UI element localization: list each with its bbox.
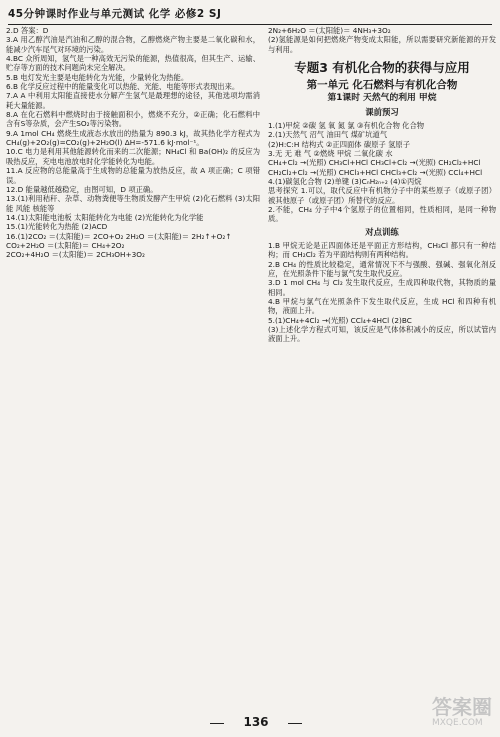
- answer-line: 2.(1)天然气 沼气 油田气 煤矿坑道气: [268, 130, 388, 140]
- answer-line: 3.D 1 mol CH₄ 与 Cl₂ 发生取代反应，生成四种取代物，其物质的量相同。: [268, 278, 496, 297]
- equation-line: CH₄+Cl₂ →(光照) CH₃Cl+HCl CH₃Cl+Cl₂ →(光照) CH₂Cl₂+HCl: [268, 158, 481, 168]
- answer-line: 2.B CH₄ 的性质比较稳定，通常情况下不与强酸、强碱、强氧化剂反应，在光照条件下能与氯气发生取代反应。: [268, 259, 496, 278]
- section-heading-preview: 课前预习: [365, 107, 399, 118]
- answer-line: 8.A 在化石燃料中燃烧时由于接触面积小，燃烧不充分，②正确；化石燃料中含有S等杂质，会产生SO₂等污染物。: [6, 110, 260, 129]
- answer-line: (3)上述化学方程式可知，该反应是气体体积减小的反应，所以试管内液面上升。: [268, 324, 496, 344]
- equation-line: 5.(1)CH₄+4Cl₂ →(光照) CCl₄+4HCl (2)BC: [268, 315, 412, 325]
- answer-line: CO₂+2H₂O ＝(太阳能)＝ CH₄+2O₂: [6, 240, 125, 250]
- answer-line: 16.(1)2CO₂ ＝(太阳能)＝ 2CO+O₂ 2H₂O ＝(太阳能)＝ 2H₂↑+O₂↑: [6, 231, 232, 241]
- right-column: [268, 26, 496, 709]
- answer-line: 1.B 甲烷无论是正四面体还是平面正方形结构，CH₃Cl 都只有一种结构；而 CH₂Cl₂ 若为平面结构则有两种结构。: [268, 240, 496, 260]
- equation-line: 2N₂+6H₂O ＝(太阳能)＝ 4NH₃+3O₂: [268, 26, 391, 35]
- answer-line: 15.(1)光能转化为热能 (2)ACD: [6, 222, 108, 232]
- answer-line: (2)H:C:H 结构式 ②正四面体 碳原子 氢原子: [268, 139, 410, 149]
- answer-line: 2CO₂+4H₂O ＝(太阳能)＝ 2CH₃OH+3O₂: [6, 250, 145, 260]
- left-column: [6, 26, 260, 709]
- page-number: 136: [226, 715, 286, 729]
- answer-line: 3.A 用乙醇汽油是汽油和乙醇的混合物，乙醇燃烧产物主要是二氧化碳和水，能减少汽车尾气对环境的污染。: [6, 35, 260, 54]
- lesson-title: 第1课时 天然气的利用 甲烷: [327, 93, 437, 104]
- unit-title: 第一单元 化石燃料与有机化合物: [306, 79, 458, 92]
- answer-line: 4.B 甲烷与氯气在光照条件下发生取代反应，生成 HCl 和四种有机物，液面上升。: [268, 296, 496, 316]
- answer-line: 2.D 答案：D: [6, 26, 49, 35]
- answer-line: 10.C 电力是利用其他能源转化而来的二次能源；NH₄Cl 和 Ba(OH)₂ 的反应为吸热反应，充电电池放电时化学能转化为电能。: [6, 147, 260, 166]
- answer-line: 4.(1)碳氢化合物 (2)单键 (3)CₙH₂ₙ₊₂ (4)①丙烷: [268, 177, 422, 187]
- answer-line: 2.不能，CH₄ 分子中4个氢原子的位置相同，性质相同，是同一种物质。: [268, 205, 496, 224]
- answer-line: 思考探究 1.可以，取代反应中有机物分子中的某些原子（或原子团）被其他原子（或原子团）所替代的反应。: [268, 186, 496, 205]
- answer-line: 12.D 能量越低越稳定，由图可知，D 项正确。: [6, 184, 158, 194]
- answer-line: (2)氢能源是如何把燃烧产物变成太阳能，所以需要研究新能源的开发与利用。: [268, 35, 496, 54]
- answer-line: 4.BC 众所周知，氢气是一种高效无污染的能源，热值很高，但其生产、运输、贮存等方面的技术问题尚未完全解决。: [6, 54, 260, 73]
- answer-line: 9.A 1mol CH₄ 燃烧生成液态水放出的热量为 890.3 kJ，故其热化学方程式为 CH₄(g)+2O₂(g)=CO₂(g)+2H₂O(l) ΔH=-571.6 kJ·mol⁻¹。: [6, 128, 260, 148]
- answer-line: 1.(1)甲烷 ②碳 氢 氧 氮 氯 ③有机化合物 化合物: [268, 121, 425, 131]
- chapter-title: 专题3 有机化合物的获得与应用: [294, 60, 470, 76]
- header-title: 45分钟课时作业与单元测试 化学 必修2 SJ: [8, 8, 222, 20]
- answer-line: 6.B 化学反应过程中的能量变化可以热能、光能、电能等形式表现出来。: [6, 82, 240, 92]
- answer-line: 11.A 反应物的总能量高于生成物的总能量为放热反应，故 A 项正确；C 项错误。: [6, 166, 260, 185]
- answer-line: 7.A A 中利用太阳能直接使水分解产生氢气是最理想的途径，其他选项均需消耗大量能源。: [6, 91, 260, 110]
- answer-line: 14.(1)太阳能电池板 太阳能转化为电能 (2)光能转化为化学能: [6, 212, 204, 222]
- answer-line: 3.无 无 难 气 ②燃烧 甲烷 二氧化碳 水: [268, 149, 393, 159]
- section-heading-practice: 对点训练: [365, 226, 399, 237]
- watermark-big: 答案圈: [432, 695, 492, 719]
- watermark-logo: [432, 696, 496, 732]
- watermark-small: MXQE.COM: [432, 718, 483, 728]
- answer-line: 5.B 电灯发光主要是电能转化为光能，少量转化为热能。: [6, 72, 189, 82]
- page-header: [8, 6, 492, 25]
- equation-line: CH₂Cl₂+Cl₂ →(光照) CHCl₃+HCl CHCl₃+Cl₂ →(光照) CCl₄+HCl: [268, 167, 483, 177]
- answer-line: 13.(1)利用秸秆、杂草、动物粪便等生物质发酵产生甲烷 (2)化石燃料 (3)太阳能 风能 核能等: [6, 194, 260, 213]
